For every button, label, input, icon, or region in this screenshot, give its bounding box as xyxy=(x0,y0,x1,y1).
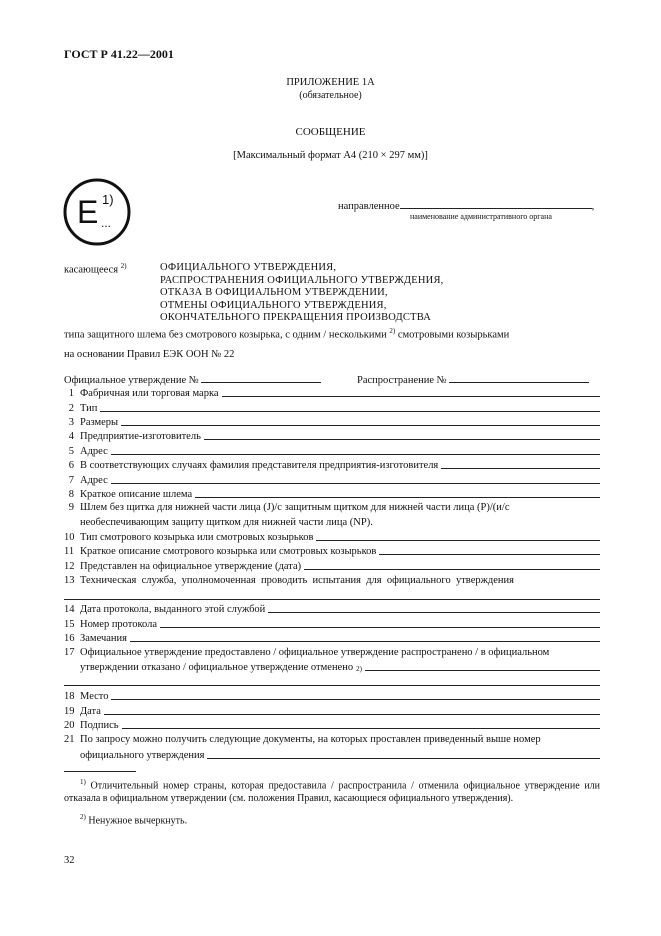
concerning-item: ОТМЕНЫ ОФИЦИАЛЬНОГО УТВЕРЖДЕНИЯ, xyxy=(160,299,387,311)
footnote-divider xyxy=(64,771,136,772)
e-mark-icon xyxy=(62,177,132,247)
field-row-20 xyxy=(64,719,600,731)
field-number: 2 xyxy=(68,403,74,414)
field-label: По запросу можно получить следующие документы, на которых проставлен приведенный выше номер xyxy=(80,734,541,745)
field-label: Официальное утверждение предоставлено / официальное утверждение распространено / в официальном xyxy=(80,647,550,658)
basis-line: на основании Правил ЕЭК ООН № 22 xyxy=(64,349,235,360)
field-input[interactable] xyxy=(268,603,600,613)
footnote-2-text: Ненужное вычеркнуть. xyxy=(88,815,188,827)
field-row-14 xyxy=(64,603,600,615)
approval-number-row xyxy=(64,373,321,386)
format-note: [Максимальный формат А4 (210 × 297 мм)] xyxy=(233,150,428,161)
approval-number-label: Официальное утверждение № xyxy=(64,375,199,386)
field-row-8 xyxy=(64,488,600,500)
type-line-note: 2) xyxy=(389,327,396,335)
footnote-2-mark: 2) xyxy=(80,813,86,821)
concerning-item: ОКОНЧАТЕЛЬНОГО ПРЕКРАЩЕНИЯ ПРОИЗВОДСТВА xyxy=(160,312,432,323)
field-label: Фабричная или торговая марка xyxy=(80,388,219,399)
concerning-list xyxy=(160,262,444,325)
field-number: 12 xyxy=(64,561,75,572)
field-input[interactable] xyxy=(104,705,600,715)
field-input[interactable] xyxy=(111,690,600,700)
field-row-21-continued xyxy=(80,749,600,761)
standard-code: ГОСТ Р 41.22—2001 xyxy=(64,47,174,61)
field-row-18 xyxy=(64,690,600,702)
e-mark-dots: ... xyxy=(101,216,112,230)
type-line xyxy=(64,327,509,341)
field-row-21 xyxy=(64,734,600,745)
field-number: 18 xyxy=(64,691,75,702)
sent-by-caption: наименование административного органа xyxy=(410,212,552,221)
field-input[interactable] xyxy=(111,474,600,484)
field-number: 10 xyxy=(64,532,75,543)
appendix-title: ПРИЛОЖЕНИЕ 1А xyxy=(286,77,375,88)
field-label: Дата протокола, выданного этой службой xyxy=(80,604,266,615)
field-row-15 xyxy=(64,618,600,630)
field-input[interactable] xyxy=(304,560,600,570)
concerning-item: ОТКАЗА В ОФИЦИАЛЬНОМ УТВЕРЖДЕНИИ, xyxy=(160,287,388,298)
field-input[interactable] xyxy=(111,445,600,455)
field-row-4 xyxy=(64,430,600,442)
field-label: Предприятие-изготовитель xyxy=(80,431,201,442)
field-label: Краткое описание шлема xyxy=(80,489,193,500)
field-row-7 xyxy=(64,474,600,486)
field-number: 4 xyxy=(68,431,74,442)
field-input-continued[interactable] xyxy=(64,676,600,686)
field-row-5 xyxy=(64,445,600,457)
footnote-1-mark: 1) xyxy=(80,778,86,786)
concerning-label-row xyxy=(64,262,127,276)
concerning-label: касающееся xyxy=(64,264,119,276)
field-number: 3 xyxy=(68,417,74,428)
concerning-item: РАСПРОСТРАНЕНИЯ ОФИЦИАЛЬНОГО УТВЕРЖДЕНИЯ, xyxy=(160,274,444,286)
field-label: утверждении отказано / официальное утверждение отменено xyxy=(80,662,354,673)
sent-by-row: направленное , xyxy=(338,201,595,212)
field-number: 9 xyxy=(68,502,74,513)
field-number: 7 xyxy=(68,475,74,486)
field-label: Тип xyxy=(80,403,98,414)
field-number: 14 xyxy=(64,604,75,615)
field-label: Представлен на официальное утверждение (дата) xyxy=(80,561,302,572)
e-mark-superscript: 1) xyxy=(102,192,114,207)
field-label: Шлем без щитка для нижней части лица (J)/с защитным щитком для нижней части лица (P)/(и/с xyxy=(80,502,510,513)
field-number: 5 xyxy=(68,446,74,457)
field-number: 20 xyxy=(64,720,75,731)
field-number: 15 xyxy=(64,619,75,630)
field-input[interactable] xyxy=(222,387,600,397)
extension-number-label: Распространение № xyxy=(357,375,447,386)
field-input-continued[interactable] xyxy=(64,590,600,600)
field-input[interactable] xyxy=(207,749,600,759)
field-label: Место xyxy=(80,691,109,702)
field-input[interactable] xyxy=(160,618,600,628)
type-line-text: типа защитного шлема без смотрового козырька, с одним / несколькими xyxy=(64,329,387,341)
field-number: 17 xyxy=(64,647,75,658)
field-label: Замечания xyxy=(80,633,127,644)
field-number: 19 xyxy=(64,706,75,717)
e-mark-letter: E xyxy=(77,194,99,230)
field-input[interactable] xyxy=(365,661,600,671)
field-row-6 xyxy=(64,459,600,471)
field-input[interactable] xyxy=(379,545,600,555)
field-row-17 xyxy=(64,647,600,658)
field-input[interactable] xyxy=(122,719,600,729)
field-number: 21 xyxy=(64,734,75,745)
field-note: 2) xyxy=(356,665,362,673)
field-input[interactable] xyxy=(441,459,600,469)
footnote-1 xyxy=(64,776,600,805)
message-title: СООБЩЕНИЕ xyxy=(295,126,366,138)
field-number: 16 xyxy=(64,633,75,644)
field-label: Краткое описание смотрового козырька или смотровых козырьков xyxy=(80,546,377,557)
field-label: Тип смотрового козырька или смотровых козырьков xyxy=(80,532,314,543)
field-row-19 xyxy=(64,705,600,717)
field-row-13 xyxy=(64,575,600,586)
field-row-16 xyxy=(64,632,600,644)
sent-by-field[interactable] xyxy=(400,199,592,209)
field-row-2 xyxy=(64,402,600,414)
field-row-11 xyxy=(64,545,600,557)
field-row-10 xyxy=(64,531,600,543)
field-label-continued: необеспечивающим защиту щитком для нижней части лица (NP). xyxy=(80,517,373,528)
field-input[interactable] xyxy=(195,488,600,498)
field-row-12 xyxy=(64,560,600,572)
concerning-item: ОФИЦИАЛЬНОГО УТВЕРЖДЕНИЯ, xyxy=(160,262,337,273)
field-row-9 xyxy=(64,502,600,513)
field-row-1 xyxy=(64,387,600,399)
field-label: Размеры xyxy=(80,417,119,428)
field-input[interactable] xyxy=(130,632,600,642)
field-label: В соответствующих случаях фамилия представителя предприятия-изготовителя xyxy=(80,460,439,471)
field-number: 13 xyxy=(64,575,75,586)
field-label: Дата xyxy=(80,706,101,717)
field-label: Подпись xyxy=(80,720,119,731)
field-label: официального утверждения xyxy=(80,750,205,761)
field-label: Адрес xyxy=(80,446,108,457)
page-number: 32 xyxy=(64,855,75,866)
field-input[interactable] xyxy=(316,531,600,541)
type-line-text-end: смотровыми козырьками xyxy=(397,329,510,341)
field-row-17-continued xyxy=(80,661,600,673)
approval-number-field[interactable] xyxy=(201,373,321,383)
field-number: 11 xyxy=(64,546,75,557)
extension-number-row xyxy=(357,373,589,386)
field-input[interactable] xyxy=(121,416,600,426)
field-number: 6 xyxy=(68,460,74,471)
footnote-1-text: Отличительный номер страны, которая предоставила / распространила / отменила официальное утверждение или отказала в официальном утверждении (см. положения Правил, касающиеся официального утверждения). xyxy=(64,780,601,805)
sent-by-label: направленное xyxy=(338,201,400,212)
footnote-2 xyxy=(80,811,600,827)
field-input[interactable] xyxy=(100,402,600,412)
extension-number-field[interactable] xyxy=(449,373,589,383)
appendix-subtitle: (обязательное) xyxy=(299,90,362,101)
field-label: Техническая служба, уполномоченная проводить испытания для официального утверждения xyxy=(80,575,514,586)
concerning-note: 2) xyxy=(120,262,127,270)
field-number: 1 xyxy=(68,388,74,399)
field-input[interactable] xyxy=(204,430,600,440)
field-label: Номер протокола xyxy=(80,619,158,630)
field-number: 8 xyxy=(68,489,74,500)
field-label: Адрес xyxy=(80,475,108,486)
field-row-3 xyxy=(64,416,600,428)
